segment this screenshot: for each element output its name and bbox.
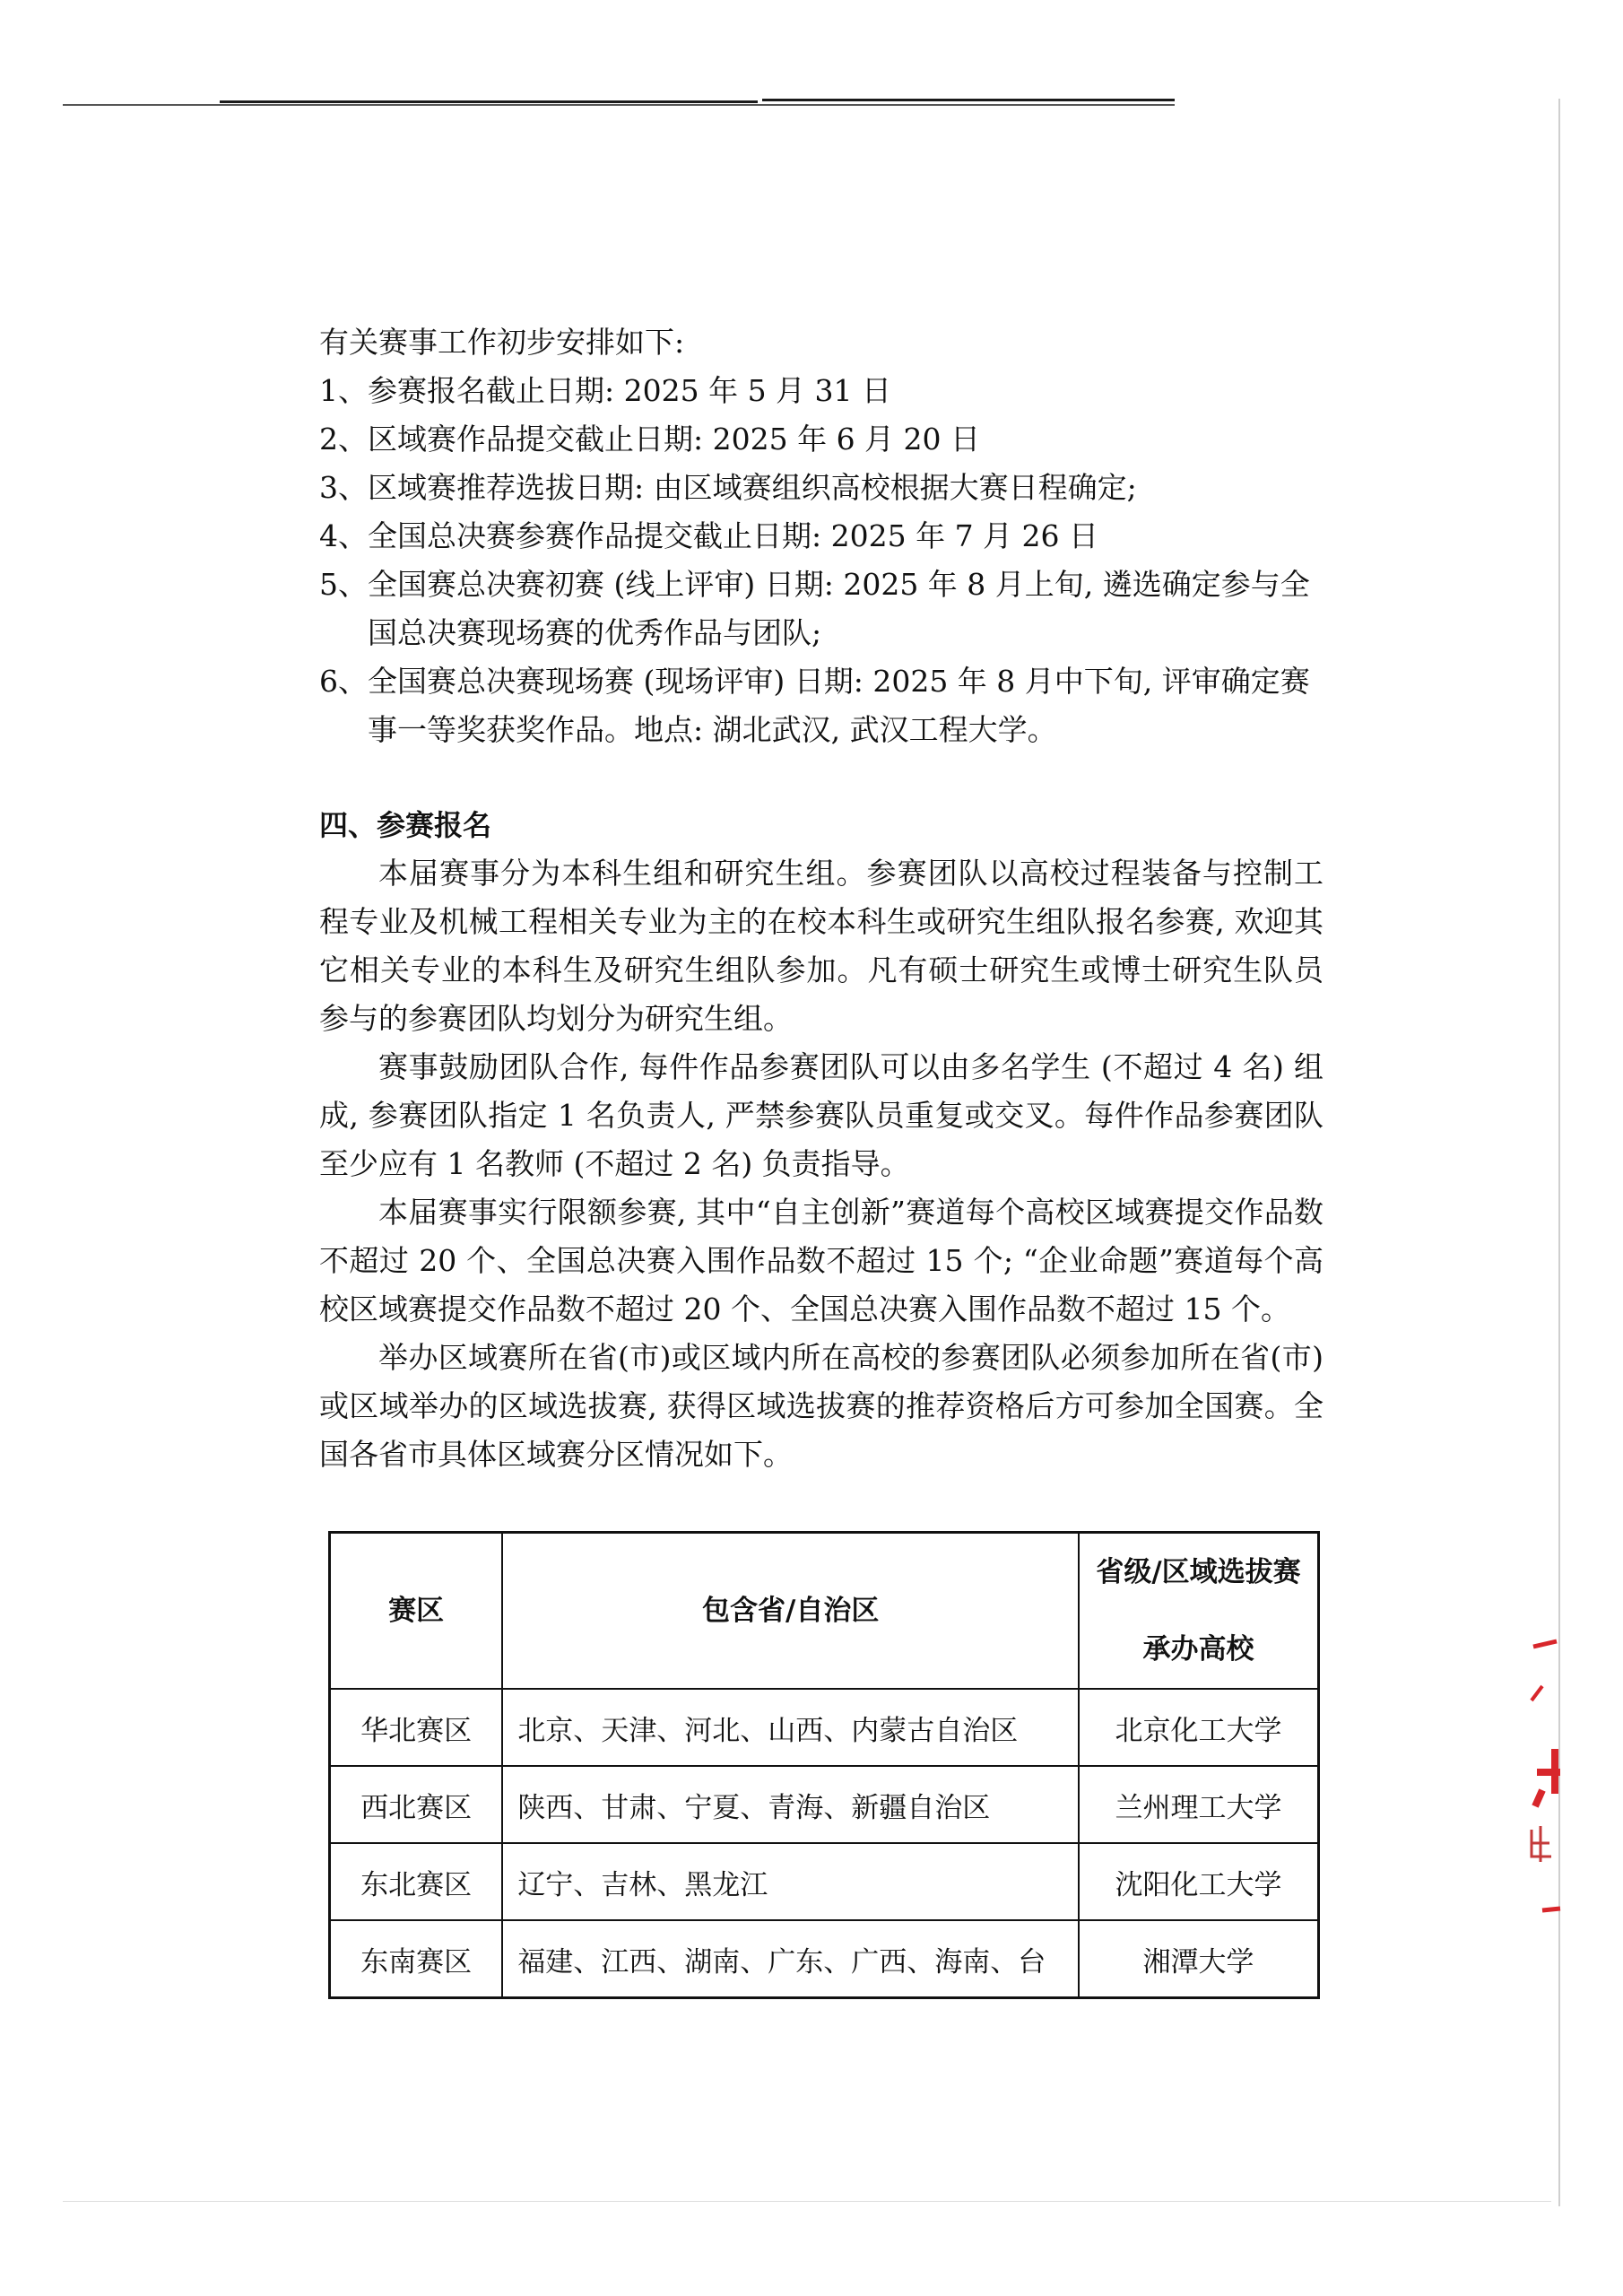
scan-top-line-thick [220, 100, 758, 103]
schedule-item [319, 512, 1324, 561]
schedule-item-text: 区域赛作品提交截止日期: 2025 年 6 月 20 日 [368, 422, 981, 457]
table-header-row [330, 1533, 1319, 1690]
schedule-list [319, 367, 1324, 754]
document-body [319, 318, 1324, 1479]
cell-host-university: 沈阳化工大学 [1079, 1843, 1318, 1920]
section-paragraph: 举办区域赛所在省(市)或区域内所在高校的参赛团队必须参加所在省(市)或区域举办的区域选拔赛, 获得区域选拔赛的推荐资格后方可参加全国赛。全国各省市具体区域赛分区情况如下。 [319, 1340, 1324, 1472]
schedule-item-number: 5、 [319, 567, 368, 602]
schedule-item-number: 6、 [319, 664, 368, 699]
schedule-item-number: 2、 [319, 422, 368, 457]
intro-text: 有关赛事工作初步安排如下: [319, 325, 685, 360]
section-paragraph: 本届赛事分为本科生组和研究生组。参赛团队以高校过程装备与控制工程专业及机械工程相关专业为主的在校本科生或研究生组队报名参赛, 欢迎其它相关专业的本科生及研究生组队参加。凡有硕士研究生或博士研究生队员参与的参赛团队均划分为研究生组。 [319, 856, 1324, 1036]
scan-top-line [63, 104, 1175, 106]
header-host-university: 省级/区域选拔赛承办高校 [1079, 1533, 1318, 1690]
seal-stamp [1524, 1614, 1596, 1973]
section-paragraph: 本届赛事实行限额参赛, 其中“自主创新”赛道每个高校区域赛提交作品数不超过 20 个、全国总决赛入围作品数不超过 15 个; “企业命题”赛道每个高校区域赛提交作品数不超过 20 个、全国总决赛入围作品数不超过 15 个。 [319, 1195, 1324, 1326]
schedule-item-number: 4、 [319, 518, 368, 553]
cell-region: 东南赛区 [330, 1920, 503, 1998]
region-table [328, 1531, 1320, 1999]
seal-stamp-mark [1533, 1641, 1557, 1647]
schedule-item [319, 415, 1324, 464]
section-heading: 四、参赛报名 [319, 808, 492, 842]
header-region: 赛区 [330, 1533, 503, 1690]
cell-provinces: 辽宁、吉林、黑龙江 [502, 1843, 1079, 1920]
table-row [330, 1843, 1319, 1920]
scan-bottom-line [63, 2201, 1551, 2202]
seal-stamp-mark [1542, 1909, 1560, 1910]
schedule-item [319, 561, 1324, 657]
schedule-item-text: 全国总决赛参赛作品提交截止日期: 2025 年 7 月 26 日 [368, 518, 1099, 553]
cell-host-university: 北京化工大学 [1079, 1689, 1318, 1766]
cell-region: 华北赛区 [330, 1689, 503, 1766]
cell-provinces: 陕西、甘肃、宁夏、青海、新疆自治区 [502, 1766, 1079, 1843]
cell-host-university: 兰州理工大学 [1079, 1766, 1318, 1843]
schedule-item [319, 464, 1324, 512]
seal-stamp-mark [1535, 1749, 1560, 1806]
table-row [330, 1920, 1319, 1998]
cell-provinces: 福建、江西、湖南、广东、广西、海南、台 [502, 1920, 1079, 1998]
schedule-item [319, 657, 1324, 754]
schedule-item-text: 全国赛总决赛现场赛 (现场评审) 日期: 2025 年 8 月中下旬, 评审确定赛事一等奖获奖作品。地点: 湖北武汉, 武汉工程大学。 [368, 664, 1310, 747]
schedule-item-number: 1、 [319, 373, 368, 408]
schedule-item [319, 367, 1324, 415]
schedule-item-text: 参赛报名截止日期: 2025 年 5 月 31 日 [368, 373, 892, 408]
scan-top-line-thick-2 [762, 99, 1175, 101]
schedule-item-text: 全国赛总决赛初赛 (线上评审) 日期: 2025 年 8 月上旬, 遴选确定参与全国总决赛现场赛的优秀作品与团队; [368, 567, 1310, 650]
schedule-item-text: 区域赛推荐选拔日期: 由区域赛组织高校根据大赛日程确定; [368, 470, 1137, 505]
seal-stamp-mark [1532, 1686, 1542, 1700]
seal-stamp-mark [1532, 1826, 1551, 1862]
cell-host-university: 湘潭大学 [1079, 1920, 1318, 1998]
cell-region: 西北赛区 [330, 1766, 503, 1843]
header-provinces: 包含省/自治区 [502, 1533, 1079, 1690]
section-paragraph: 赛事鼓励团队合作, 每件作品参赛团队可以由多名学生 (不超过 4 名) 组成, 参赛团队指定 1 名负责人, 严禁参赛队员重复或交叉。每件作品参赛团队至少应有 1 名教师 (不超过 2 名) 负责指导。 [319, 1049, 1324, 1181]
cell-region: 东北赛区 [330, 1843, 503, 1920]
table-row [330, 1689, 1319, 1766]
schedule-item-number: 3、 [319, 470, 368, 505]
table-row [330, 1766, 1319, 1843]
cell-provinces: 北京、天津、河北、山西、内蒙古自治区 [502, 1689, 1079, 1766]
